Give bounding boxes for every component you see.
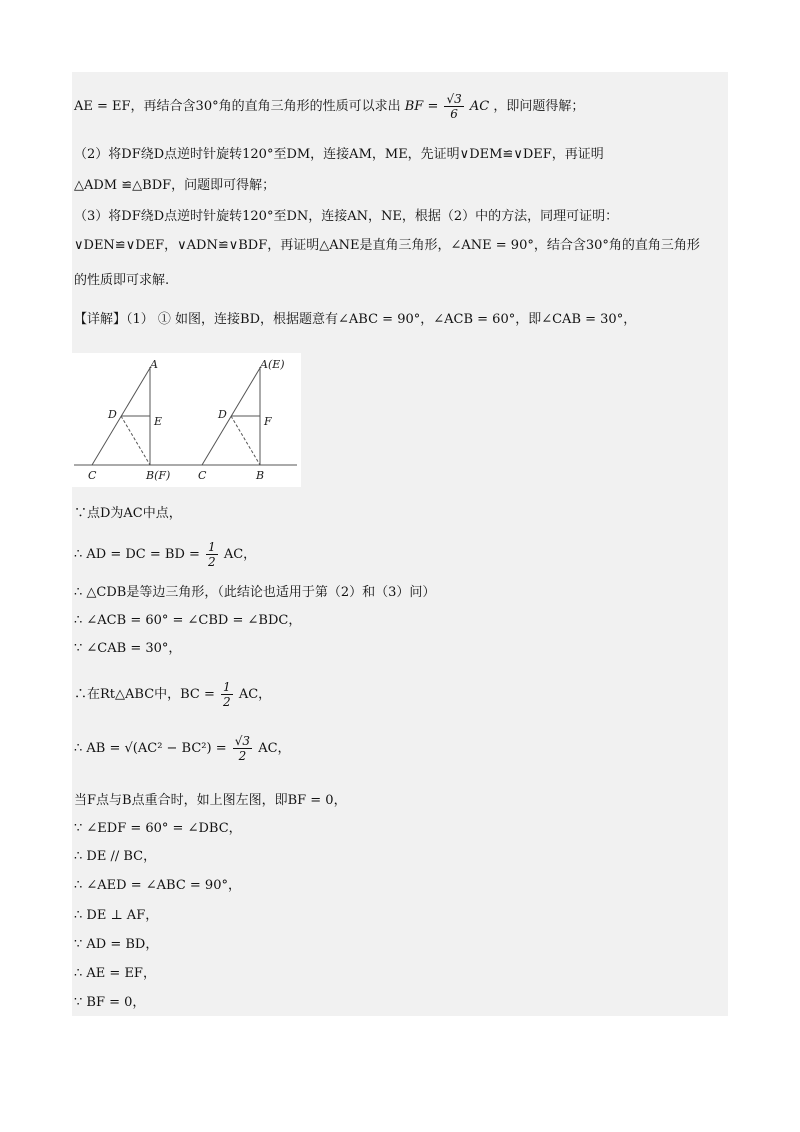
line-text: ∴ AE = EF， [74,966,156,981]
proof-line-11 [74,877,724,895]
line-text: AE = EF，再结合含30°角的直角三角形的性质可以求出 [74,99,401,114]
line-text: ∵ ∠EDF = 60° = ∠DBC， [74,821,242,836]
line-text: ∵ ∠CAB = 30°， [74,641,182,656]
right-label-c: C [198,469,207,482]
line-text: ∴ ∠ACB = 60° = ∠CBD = ∠BDC， [74,613,302,628]
proof-line-14 [74,965,724,983]
proof-line-15 [74,994,724,1012]
line-text: （2）将DF绕D点逆时针旋转120°至DM，连接AM，ME，先证明∨DEM≌∨DEF，再证明 [74,147,604,162]
proof-line-8 [74,792,724,810]
geometry-figure [72,353,301,487]
proof-line-3 [74,584,724,602]
line-tail: ，即问题得解； [493,99,585,114]
line-text: ∴在Rt△ABC中，BC = [74,687,215,702]
solution-line-4 [74,208,724,226]
line-text: （3）将DF绕D点逆时针旋转120°至DN，连接AN，NE，根据（2）中的方法，同理可证明： [74,209,619,224]
right-label-b: B [256,469,265,482]
fraction-numerator: 1 [223,680,231,694]
line-text: ∴ DE // BC， [74,849,157,864]
line-text: ∴ AD = DC = BD = [74,547,200,562]
line-tail: AC， [223,547,257,562]
right-label-ae: A(E) [260,358,285,371]
line-tail: AC， [258,741,291,756]
solution-line-1 [74,92,724,121]
left-label-e: E [154,415,163,428]
fraction-denominator: 2 [208,555,216,569]
solution-line-5 [74,237,724,255]
left-dashed-db [121,416,150,465]
line-text: 【详解】（1） ① 如图，连接BD，根据题意有∠ABC = 90°，∠ACB = 60°，即∠CAB = 30°， [74,312,637,327]
proof-line-7 [74,734,724,763]
fraction-denominator: 2 [223,695,231,709]
left-label-bf: B(F) [146,469,171,482]
line-text: ∵ BF = 0， [74,995,146,1010]
proof-line-5 [74,640,724,658]
line-text: ∨DEN≌∨DEF，∨ADN≌∨BDF，再证明△ANE是直角三角形，∠ANE = 90°，结合含30°角的直角三角形 [74,238,700,253]
bf-label: BF = [404,99,439,114]
left-label-d: D [108,408,117,421]
fraction-numerator: √3 [446,92,462,106]
line-text: △ADM ≌△BDF，问题即可得解； [74,178,276,193]
proof-line-4 [74,612,724,630]
solution-line-6 [74,272,724,290]
fraction-denominator: 6 [450,107,458,121]
ac-label: AC [469,99,490,114]
line-text: 的性质即可求解. [74,273,170,288]
fraction-sqrt3-over-2 [233,734,252,763]
proof-line-6 [74,680,724,709]
line-text: ∴ AB = √(AC² − BC²) = [74,741,227,756]
proof-line-2 [74,540,724,569]
proof-line-1 [74,505,724,523]
left-label-c: C [88,469,97,482]
line-text: ∴ ∠AED = ∠ABC = 90°， [74,878,241,893]
fraction-one-half [221,680,233,709]
line-text: ∴ △CDB是等边三角形，（此结论也适用于第（2）和（3）问） [74,585,436,600]
right-label-d: D [218,408,227,421]
solution-line-2 [74,146,724,164]
line-tail: AC， [238,687,272,702]
fraction-one-half [206,540,218,569]
line-text: ∵ AD = BD， [74,937,159,952]
proof-line-13 [74,936,724,954]
proof-line-12 [74,907,724,925]
right-label-f: F [264,415,272,428]
fraction-sqrt3-over-6 [444,92,463,121]
proof-line-9 [74,820,724,838]
fraction-denominator: 2 [238,749,247,763]
solution-line-3 [74,177,724,195]
line-text: ∴ DE ⊥ AF， [74,908,159,923]
right-dashed-db [231,416,260,465]
fraction-numerator: 1 [208,540,216,554]
detail-heading-line [74,311,724,329]
triangle-diagram [72,353,301,487]
line-text: 当F点与B点重合时，如上图左图，即BF = 0， [74,793,347,808]
line-text: ∵点D为AC中点， [74,506,182,521]
fraction-numerator: √3 [234,734,251,748]
left-label-a: A [150,358,158,371]
proof-line-10 [74,848,724,866]
